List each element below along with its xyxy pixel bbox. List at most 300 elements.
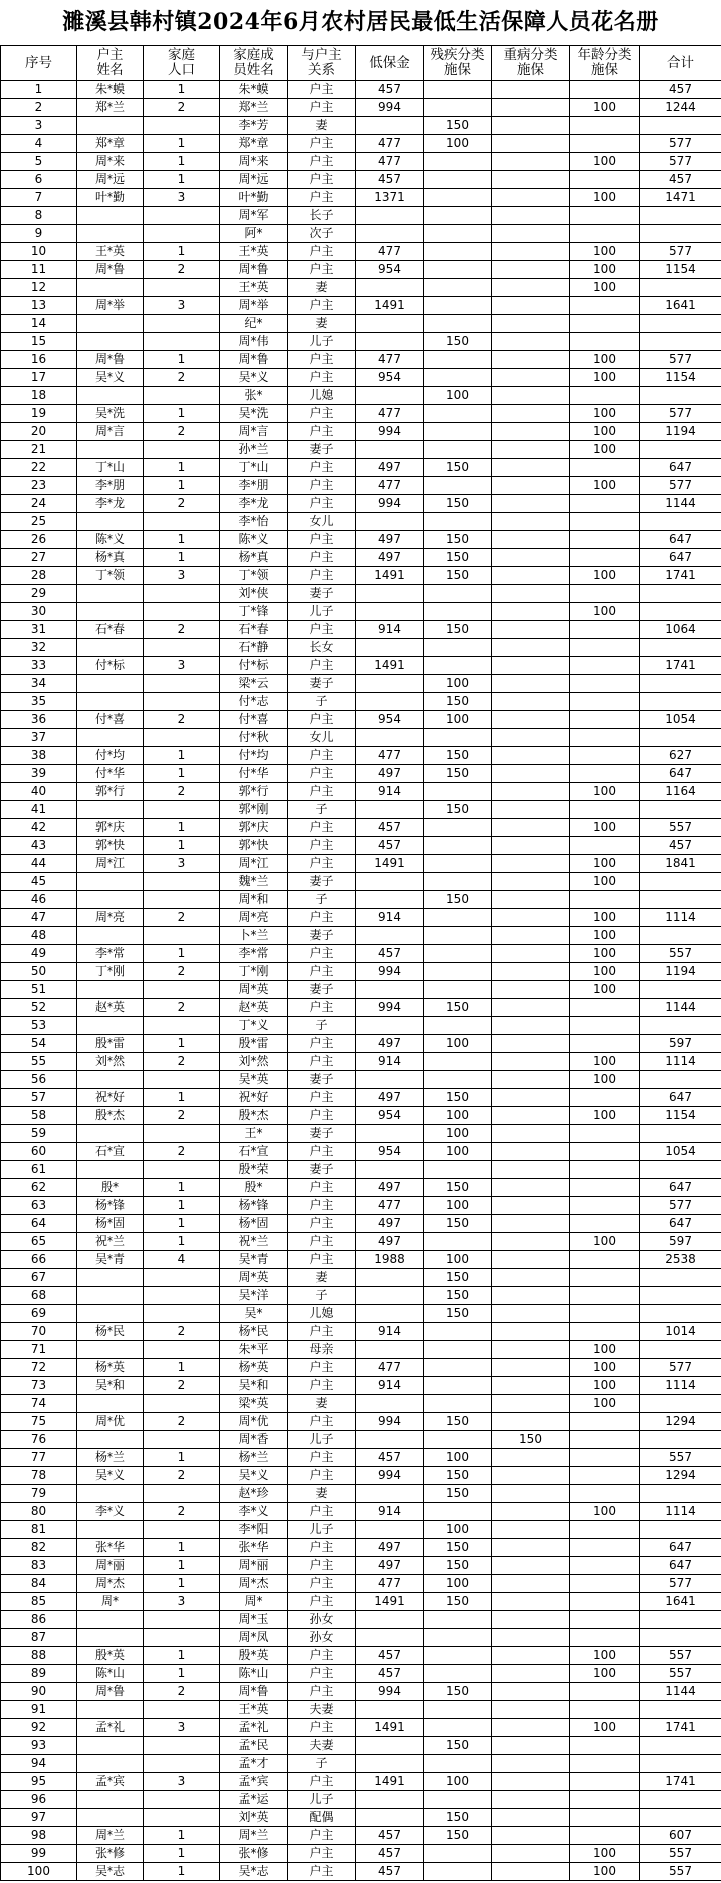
table-row (1, 873, 721, 891)
cell-disability: 100 (424, 1107, 492, 1125)
cell-illness (492, 1485, 570, 1503)
cell-member-name: 付*喜 (220, 711, 288, 729)
cell-member-name: 郭*快 (220, 837, 288, 855)
cell-illness (492, 801, 570, 819)
cell-relation: 儿子 (288, 333, 356, 351)
cell-relation: 妻子 (288, 981, 356, 999)
cell-age (570, 1215, 640, 1233)
cell-disability (424, 873, 492, 891)
cell-base: 457 (356, 1863, 424, 1881)
cell-household-size: 1 (144, 765, 220, 783)
table-row (1, 963, 721, 981)
cell-member-name: 周*伟 (220, 333, 288, 351)
cell-seq: 86 (1, 1611, 77, 1629)
cell-seq: 27 (1, 549, 77, 567)
cell-disability: 100 (424, 711, 492, 729)
table-row (1, 243, 721, 261)
cell-relation: 子 (288, 891, 356, 909)
cell-seq: 67 (1, 1269, 77, 1287)
cell-relation: 户主 (288, 459, 356, 477)
cell-base: 497 (356, 1539, 424, 1557)
table-row (1, 369, 721, 387)
cell-head-name (77, 387, 144, 405)
table-row (1, 99, 721, 117)
cell-head-name: 周*言 (77, 423, 144, 441)
cell-total: 597 (640, 1035, 721, 1053)
cell-illness (492, 693, 570, 711)
cell-relation: 妻子 (288, 1161, 356, 1179)
cell-disability (424, 1323, 492, 1341)
cell-base: 914 (356, 1503, 424, 1521)
cell-age (570, 513, 640, 531)
cell-total (640, 1125, 721, 1143)
cell-seq: 50 (1, 963, 77, 981)
table-row (1, 693, 721, 711)
cell-total: 1144 (640, 1683, 721, 1701)
cell-total: 557 (640, 1449, 721, 1467)
cell-member-name: 刘*然 (220, 1053, 288, 1071)
cell-base: 914 (356, 1377, 424, 1395)
cell-base: 994 (356, 99, 424, 117)
cell-age (570, 495, 640, 513)
cell-disability: 100 (424, 1521, 492, 1539)
table-row (1, 603, 721, 621)
cell-relation: 户主 (288, 261, 356, 279)
cell-base: 457 (356, 945, 424, 963)
cell-disability (424, 1053, 492, 1071)
cell-total: 1114 (640, 1053, 721, 1071)
cell-age: 100 (570, 351, 640, 369)
cell-head-name: 张*修 (77, 1845, 144, 1863)
cell-disability (424, 1359, 492, 1377)
cell-head-name: 周*远 (77, 171, 144, 189)
cell-head-name: 周*鲁 (77, 261, 144, 279)
cell-illness (492, 333, 570, 351)
cell-household-size: 1 (144, 1197, 220, 1215)
cell-member-name: 周*鲁 (220, 351, 288, 369)
cell-illness (492, 639, 570, 657)
cell-age (570, 1251, 640, 1269)
cell-household-size: 3 (144, 1593, 220, 1611)
cell-disability (424, 423, 492, 441)
cell-illness (492, 1089, 570, 1107)
cell-age (570, 1197, 640, 1215)
cell-household-size: 3 (144, 297, 220, 315)
cell-age (570, 1557, 640, 1575)
cell-seq: 23 (1, 477, 77, 495)
cell-disability: 150 (424, 1809, 492, 1827)
cell-head-name (77, 675, 144, 693)
cell-disability (424, 783, 492, 801)
cell-member-name: 李*龙 (220, 495, 288, 513)
cell-seq: 94 (1, 1755, 77, 1773)
cell-base (356, 927, 424, 945)
cell-household-size (144, 387, 220, 405)
table-row (1, 1521, 721, 1539)
cell-total (640, 1431, 721, 1449)
cell-disability: 100 (424, 1575, 492, 1593)
cell-seq: 4 (1, 135, 77, 153)
cell-illness (492, 1179, 570, 1197)
cell-disability (424, 639, 492, 657)
cell-head-name (77, 639, 144, 657)
cell-disability: 150 (424, 891, 492, 909)
cell-seq: 85 (1, 1593, 77, 1611)
cell-age (570, 135, 640, 153)
cell-seq: 62 (1, 1179, 77, 1197)
cell-disability (424, 945, 492, 963)
cell-total (640, 1737, 721, 1755)
cell-head-name (77, 1287, 144, 1305)
cell-relation: 户主 (288, 837, 356, 855)
cell-member-name: 周*优 (220, 1413, 288, 1431)
cell-base: 1491 (356, 297, 424, 315)
cell-household-size (144, 603, 220, 621)
cell-seq: 21 (1, 441, 77, 459)
cell-head-name (77, 279, 144, 297)
table-row (1, 459, 721, 477)
cell-head-name (77, 1017, 144, 1035)
table-row (1, 441, 721, 459)
cell-member-name: 杨*兰 (220, 1449, 288, 1467)
cell-disability (424, 1629, 492, 1647)
cell-total (640, 315, 721, 333)
cell-disability: 150 (424, 1179, 492, 1197)
cell-illness (492, 1539, 570, 1557)
cell-disability: 100 (424, 675, 492, 693)
cell-illness (492, 747, 570, 765)
cell-head-name (77, 1629, 144, 1647)
cell-total (640, 1305, 721, 1323)
cell-base: 497 (356, 1035, 424, 1053)
cell-head-name (77, 315, 144, 333)
cell-household-size (144, 1521, 220, 1539)
cell-age: 100 (570, 1377, 640, 1395)
cell-member-name: 付*均 (220, 747, 288, 765)
cell-total (640, 1287, 721, 1305)
cell-illness (492, 567, 570, 585)
cell-relation: 户主 (288, 783, 356, 801)
cell-relation: 子 (288, 801, 356, 819)
cell-seq: 83 (1, 1557, 77, 1575)
cell-total: 577 (640, 351, 721, 369)
cell-seq: 13 (1, 297, 77, 315)
table-row (1, 1017, 721, 1035)
cell-total: 557 (640, 1647, 721, 1665)
cell-head-name: 石*宣 (77, 1143, 144, 1161)
cell-illness (492, 621, 570, 639)
cell-base (356, 1305, 424, 1323)
cell-illness (492, 1611, 570, 1629)
cell-base (356, 693, 424, 711)
cell-disability (424, 207, 492, 225)
cell-age: 100 (570, 873, 640, 891)
cell-age: 100 (570, 1665, 640, 1683)
cell-household-size (144, 333, 220, 351)
cell-base (356, 1701, 424, 1719)
cell-household-size: 2 (144, 783, 220, 801)
cell-seq: 17 (1, 369, 77, 387)
table-row (1, 909, 721, 927)
cell-relation: 妻子 (288, 927, 356, 945)
cell-age: 100 (570, 1341, 640, 1359)
cell-member-name: 王*英 (220, 279, 288, 297)
cell-seq: 45 (1, 873, 77, 891)
cell-member-name: 杨*英 (220, 1359, 288, 1377)
cell-total: 647 (640, 1179, 721, 1197)
table-row (1, 1071, 721, 1089)
cell-household-size: 2 (144, 1683, 220, 1701)
cell-total: 1144 (640, 495, 721, 513)
cell-relation: 妻子 (288, 585, 356, 603)
cell-seq: 52 (1, 999, 77, 1017)
cell-age: 100 (570, 1359, 640, 1377)
cell-illness (492, 81, 570, 99)
cell-total (640, 1755, 721, 1773)
cell-member-name: 孟*民 (220, 1737, 288, 1755)
cell-base: 497 (356, 1089, 424, 1107)
cell-head-name: 付*华 (77, 765, 144, 783)
cell-relation: 儿媳 (288, 387, 356, 405)
table-row (1, 801, 721, 819)
cell-seq: 69 (1, 1305, 77, 1323)
cell-member-name: 卜*兰 (220, 927, 288, 945)
cell-age (570, 1089, 640, 1107)
cell-head-name: 付*标 (77, 657, 144, 675)
cell-seq: 76 (1, 1431, 77, 1449)
cell-relation: 妻 (288, 117, 356, 135)
cell-household-size (144, 873, 220, 891)
cell-head-name (77, 513, 144, 531)
cell-household-size (144, 1305, 220, 1323)
cell-illness (492, 1863, 570, 1881)
cell-relation: 子 (288, 1017, 356, 1035)
cell-disability (424, 1701, 492, 1719)
cell-relation: 次子 (288, 225, 356, 243)
cell-member-name: 吴*义 (220, 369, 288, 387)
cell-age: 100 (570, 441, 640, 459)
cell-age (570, 1791, 640, 1809)
table-row (1, 171, 721, 189)
cell-base: 477 (356, 1575, 424, 1593)
cell-disability (424, 1845, 492, 1863)
cell-member-name: 周*玉 (220, 1611, 288, 1629)
cell-base (356, 891, 424, 909)
cell-head-name: 李*义 (77, 1503, 144, 1521)
cell-seq: 34 (1, 675, 77, 693)
cell-household-size: 1 (144, 1035, 220, 1053)
cell-member-name: 殷* (220, 1179, 288, 1197)
cell-total: 577 (640, 1359, 721, 1377)
cell-household-size: 2 (144, 1107, 220, 1125)
cell-seq: 25 (1, 513, 77, 531)
cell-seq: 48 (1, 927, 77, 945)
cell-relation: 户主 (288, 405, 356, 423)
cell-member-name: 吴*义 (220, 1467, 288, 1485)
cell-total: 1841 (640, 855, 721, 873)
cell-disability: 150 (424, 117, 492, 135)
cell-age: 100 (570, 1863, 640, 1881)
table-row (1, 1449, 721, 1467)
cell-household-size (144, 1071, 220, 1089)
cell-member-name: 周*军 (220, 207, 288, 225)
cell-head-name: 李*朋 (77, 477, 144, 495)
cell-head-name: 周*鲁 (77, 1683, 144, 1701)
cell-relation: 户主 (288, 1467, 356, 1485)
cell-household-size: 2 (144, 1323, 220, 1341)
cell-total: 1244 (640, 99, 721, 117)
cell-seq: 37 (1, 729, 77, 747)
cell-relation: 户主 (288, 567, 356, 585)
cell-base (356, 225, 424, 243)
cell-head-name (77, 1809, 144, 1827)
cell-household-size: 1 (144, 459, 220, 477)
cell-member-name: 丁*领 (220, 567, 288, 585)
roster-table (0, 45, 721, 1881)
cell-head-name: 丁*山 (77, 459, 144, 477)
cell-head-name: 周*亮 (77, 909, 144, 927)
cell-member-name: 周*丽 (220, 1557, 288, 1575)
cell-household-size (144, 1629, 220, 1647)
cell-base: 497 (356, 459, 424, 477)
cell-base (356, 1485, 424, 1503)
cell-head-name (77, 927, 144, 945)
cell-disability (424, 1341, 492, 1359)
table-row (1, 1467, 721, 1485)
cell-relation: 户主 (288, 1197, 356, 1215)
cell-member-name: 孟*礼 (220, 1719, 288, 1737)
cell-head-name: 周*江 (77, 855, 144, 873)
cell-household-size: 1 (144, 477, 220, 495)
header-member-name: 家庭成 员姓名 (220, 46, 288, 81)
cell-relation: 户主 (288, 1251, 356, 1269)
cell-head-name (77, 1611, 144, 1629)
cell-illness (492, 261, 570, 279)
cell-total (640, 441, 721, 459)
cell-relation: 户主 (288, 297, 356, 315)
cell-member-name: 陈*山 (220, 1665, 288, 1683)
cell-seq: 30 (1, 603, 77, 621)
cell-disability (424, 351, 492, 369)
cell-household-size (144, 225, 220, 243)
cell-head-name (77, 981, 144, 999)
cell-seq: 46 (1, 891, 77, 909)
cell-head-name: 祝*好 (77, 1089, 144, 1107)
cell-member-name: 丁*山 (220, 459, 288, 477)
cell-member-name: 郭*庆 (220, 819, 288, 837)
cell-base: 457 (356, 837, 424, 855)
cell-illness (492, 1665, 570, 1683)
cell-member-name: 周*鲁 (220, 261, 288, 279)
cell-member-name: 梁*云 (220, 675, 288, 693)
cell-household-size (144, 1485, 220, 1503)
cell-seq: 63 (1, 1197, 77, 1215)
cell-age: 100 (570, 945, 640, 963)
cell-member-name: 周*来 (220, 153, 288, 171)
cell-total: 647 (640, 459, 721, 477)
cell-age: 100 (570, 1107, 640, 1125)
cell-member-name: 周*和 (220, 891, 288, 909)
cell-head-name: 吴*和 (77, 1377, 144, 1395)
cell-household-size: 1 (144, 549, 220, 567)
cell-household-size: 1 (144, 531, 220, 549)
cell-illness (492, 135, 570, 153)
table-row (1, 675, 721, 693)
cell-base: 1491 (356, 657, 424, 675)
cell-relation: 孙女 (288, 1611, 356, 1629)
cell-illness (492, 1827, 570, 1845)
cell-member-name: 周*亮 (220, 909, 288, 927)
cell-household-size: 1 (144, 819, 220, 837)
cell-relation: 户主 (288, 657, 356, 675)
cell-total: 597 (640, 1233, 721, 1251)
cell-relation: 户主 (288, 711, 356, 729)
cell-age: 100 (570, 1395, 640, 1413)
cell-household-size: 2 (144, 99, 220, 117)
cell-head-name: 杨*固 (77, 1215, 144, 1233)
cell-age: 100 (570, 243, 640, 261)
cell-relation: 夫妻 (288, 1701, 356, 1719)
cell-age (570, 639, 640, 657)
cell-base: 994 (356, 999, 424, 1017)
cell-total (640, 585, 721, 603)
cell-illness (492, 225, 570, 243)
cell-member-name: 杨*民 (220, 1323, 288, 1341)
cell-base: 477 (356, 153, 424, 171)
cell-disability (424, 441, 492, 459)
cell-head-name: 王*英 (77, 243, 144, 261)
cell-head-name: 殷*英 (77, 1647, 144, 1665)
table-row (1, 1773, 721, 1791)
cell-head-name: 吴*志 (77, 1863, 144, 1881)
cell-seq: 92 (1, 1719, 77, 1737)
cell-household-size: 1 (144, 1647, 220, 1665)
table-row (1, 1719, 721, 1737)
table-row (1, 1341, 721, 1359)
cell-disability (424, 153, 492, 171)
cell-household-size: 3 (144, 657, 220, 675)
cell-member-name: 石*宣 (220, 1143, 288, 1161)
cell-member-name: 张*华 (220, 1539, 288, 1557)
cell-member-name: 王*英 (220, 243, 288, 261)
cell-relation: 妻子 (288, 1125, 356, 1143)
cell-seq: 81 (1, 1521, 77, 1539)
cell-illness (492, 1683, 570, 1701)
table-row (1, 189, 721, 207)
cell-illness (492, 1341, 570, 1359)
cell-total (640, 891, 721, 909)
cell-relation: 户主 (288, 189, 356, 207)
cell-age: 100 (570, 927, 640, 945)
cell-total: 577 (640, 153, 721, 171)
cell-head-name (77, 873, 144, 891)
cell-disability (424, 189, 492, 207)
cell-member-name: 郑*兰 (220, 99, 288, 117)
cell-total: 1471 (640, 189, 721, 207)
cell-age (570, 999, 640, 1017)
cell-age: 100 (570, 279, 640, 297)
cell-head-name (77, 1485, 144, 1503)
table-row (1, 1827, 721, 1845)
cell-age: 100 (570, 369, 640, 387)
cell-relation: 配偶 (288, 1809, 356, 1827)
cell-age: 100 (570, 1845, 640, 1863)
cell-total: 457 (640, 81, 721, 99)
cell-illness (492, 531, 570, 549)
cell-head-name: 吴*青 (77, 1251, 144, 1269)
cell-head-name: 周*鲁 (77, 351, 144, 369)
cell-disability: 100 (424, 1251, 492, 1269)
